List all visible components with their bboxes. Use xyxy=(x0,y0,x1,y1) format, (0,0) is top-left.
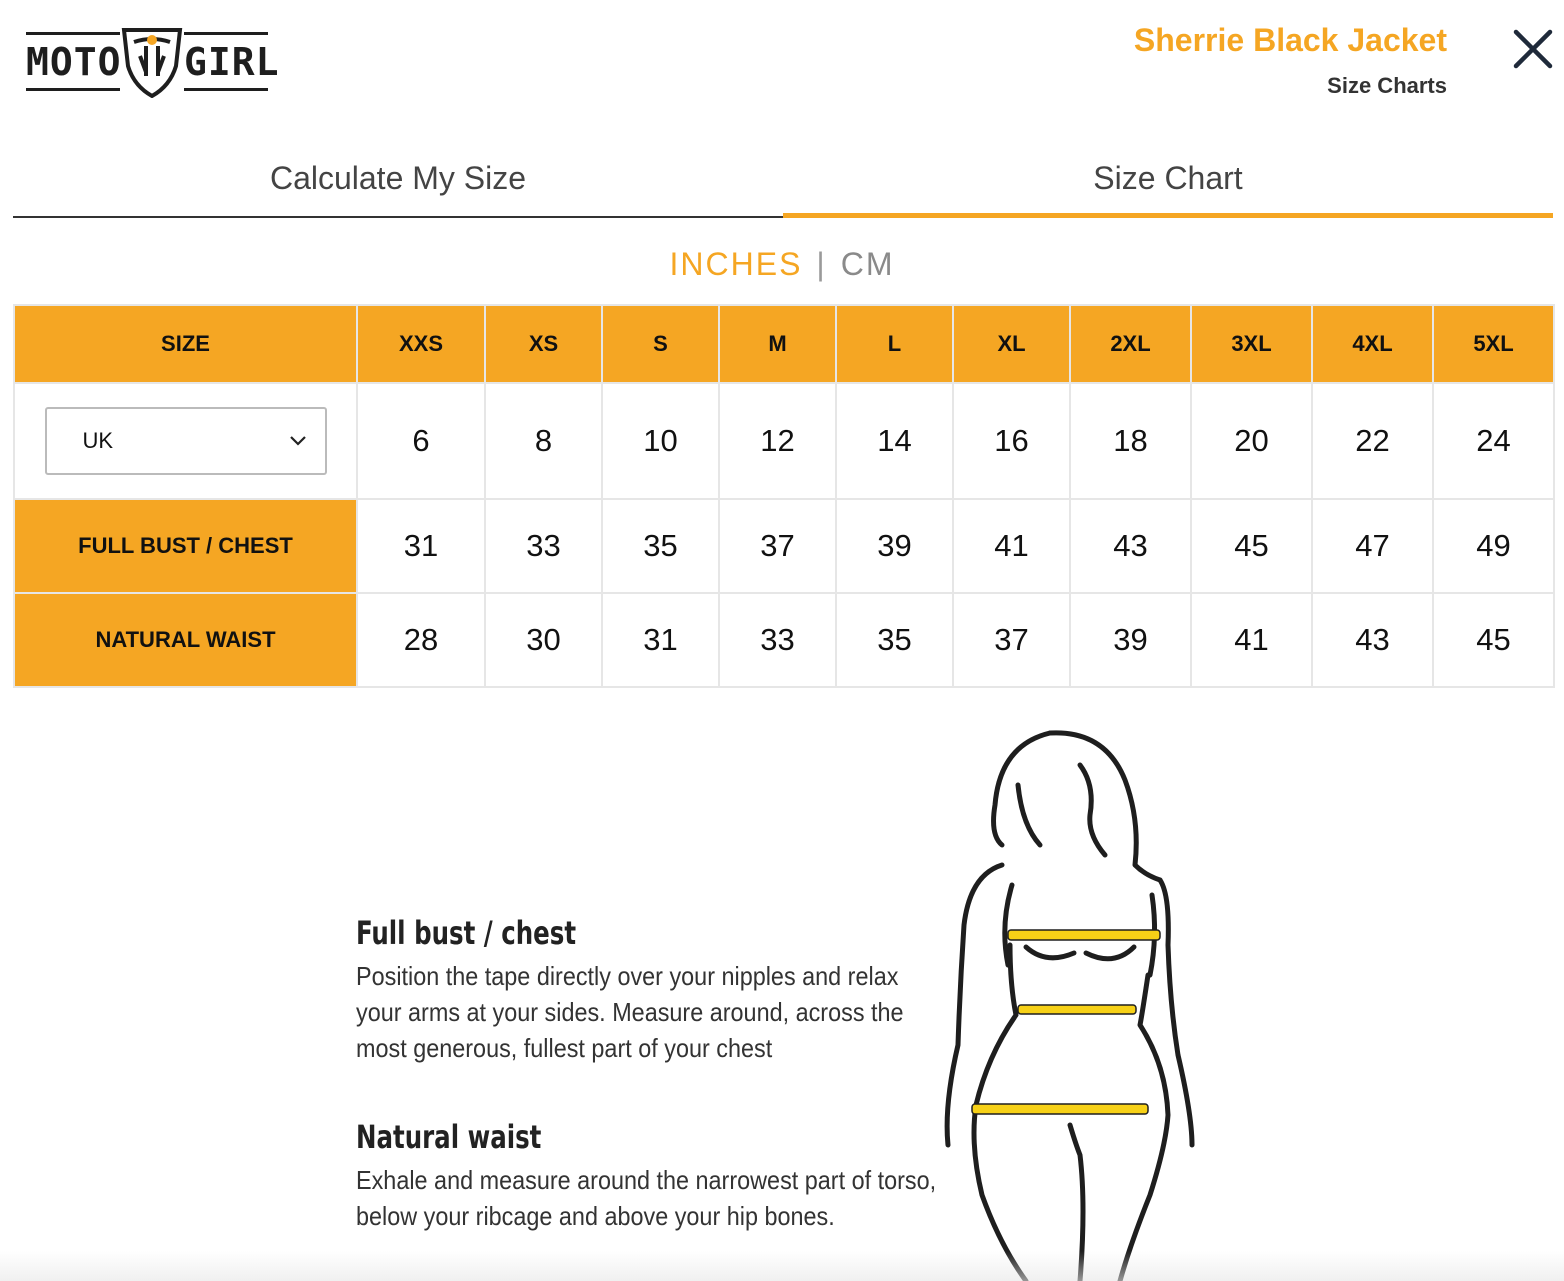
table-cell: 43 xyxy=(1070,499,1191,593)
size-column-header: 2XL xyxy=(1070,305,1191,383)
row-label-waist: NATURAL WAIST xyxy=(14,593,357,687)
table-cell: 28 xyxy=(357,593,485,687)
close-icon[interactable] xyxy=(1510,26,1556,72)
table-cell: 35 xyxy=(602,499,719,593)
table-cell: 18 xyxy=(1070,383,1191,499)
table-cell: 45 xyxy=(1433,593,1554,687)
table-cell: 45 xyxy=(1191,499,1312,593)
size-chart-table xyxy=(13,304,1555,688)
table-cell: 33 xyxy=(485,499,602,593)
table-cell: 39 xyxy=(1070,593,1191,687)
product-title: Sherrie Black Jacket xyxy=(1133,22,1447,58)
table-cell: 6 xyxy=(357,383,485,499)
instruction-bust-text: Position the tape directly over your nipples and relax your arms at your sides. Measure around, across the most generous, fullest part of your chest xyxy=(356,961,904,1063)
table-cell: 33 xyxy=(719,593,836,687)
table-cell: 12 xyxy=(719,383,836,499)
chevron-down-icon xyxy=(289,435,307,447)
table-cell: 41 xyxy=(953,499,1070,593)
size-column-header: M xyxy=(719,305,836,383)
table-cell: 14 xyxy=(836,383,953,499)
table-row-waist xyxy=(14,593,1554,687)
bottom-fade xyxy=(0,1251,1564,1281)
unit-separator: | xyxy=(816,246,827,282)
logo-bar xyxy=(26,32,120,35)
brand-word-left: MOTO xyxy=(26,40,122,84)
table-cell: 35 xyxy=(836,593,953,687)
table-cell: 16 xyxy=(953,383,1070,499)
instruction-waist xyxy=(356,1118,956,1234)
tab-bar xyxy=(13,148,1553,218)
unit-cm[interactable]: CM xyxy=(840,246,895,282)
size-column-header: S xyxy=(602,305,719,383)
table-cell: 10 xyxy=(602,383,719,499)
motorcycle-shield-icon xyxy=(120,26,184,98)
region-select-value: UK xyxy=(82,428,114,453)
table-cell: 49 xyxy=(1433,499,1554,593)
unit-inches[interactable]: INCHES xyxy=(669,246,803,282)
brand-logo[interactable] xyxy=(26,26,280,98)
table-cell: 37 xyxy=(953,593,1070,687)
logo-bar xyxy=(184,88,268,91)
size-column-header: XL xyxy=(953,305,1070,383)
size-column-header: XS xyxy=(485,305,602,383)
size-column-header: XXS xyxy=(357,305,485,383)
table-cell: 39 xyxy=(836,499,953,593)
table-cell: 47 xyxy=(1312,499,1433,593)
table-cell: 22 xyxy=(1312,383,1433,499)
instruction-bust-title: Full bust / chest xyxy=(356,914,577,952)
instruction-waist-text: Exhale and measure around the narrowest part of torso, below your ribcage and above your hip bones. xyxy=(356,1165,937,1231)
tab-calculate-my-size[interactable]: Calculate My Size xyxy=(13,148,783,218)
body-measurement-figure xyxy=(930,725,1210,1281)
table-cell: 8 xyxy=(485,383,602,499)
table-row-bust xyxy=(14,499,1554,593)
region-select[interactable] xyxy=(45,407,327,475)
size-column-header: 4XL xyxy=(1312,305,1433,383)
table-cell: 24 xyxy=(1433,383,1554,499)
logo-bar xyxy=(26,88,120,91)
table-row-region xyxy=(14,383,1554,499)
table-cell: 31 xyxy=(602,593,719,687)
table-cell: 43 xyxy=(1312,593,1433,687)
size-column-header: 5XL xyxy=(1433,305,1554,383)
table-cell: 41 xyxy=(1191,593,1312,687)
table-cell: 30 xyxy=(485,593,602,687)
product-subtitle: Size Charts xyxy=(1327,73,1447,98)
unit-toggle xyxy=(0,246,1564,283)
row-label-bust: FULL BUST / CHEST xyxy=(14,499,357,593)
table-header-row xyxy=(14,305,1554,383)
tab-size-chart[interactable]: Size Chart xyxy=(783,148,1553,218)
table-cell: 37 xyxy=(719,499,836,593)
table-cell: 20 xyxy=(1191,383,1312,499)
region-select-cell xyxy=(14,383,357,499)
table-cell: 31 xyxy=(357,499,485,593)
instruction-waist-title: Natural waist xyxy=(356,1118,542,1156)
brand-word-right: GIRL xyxy=(184,40,280,84)
size-header: SIZE xyxy=(14,305,357,383)
size-column-header: L xyxy=(836,305,953,383)
size-column-header: 3XL xyxy=(1191,305,1312,383)
logo-bar xyxy=(184,32,268,35)
instruction-bust xyxy=(356,914,956,1066)
